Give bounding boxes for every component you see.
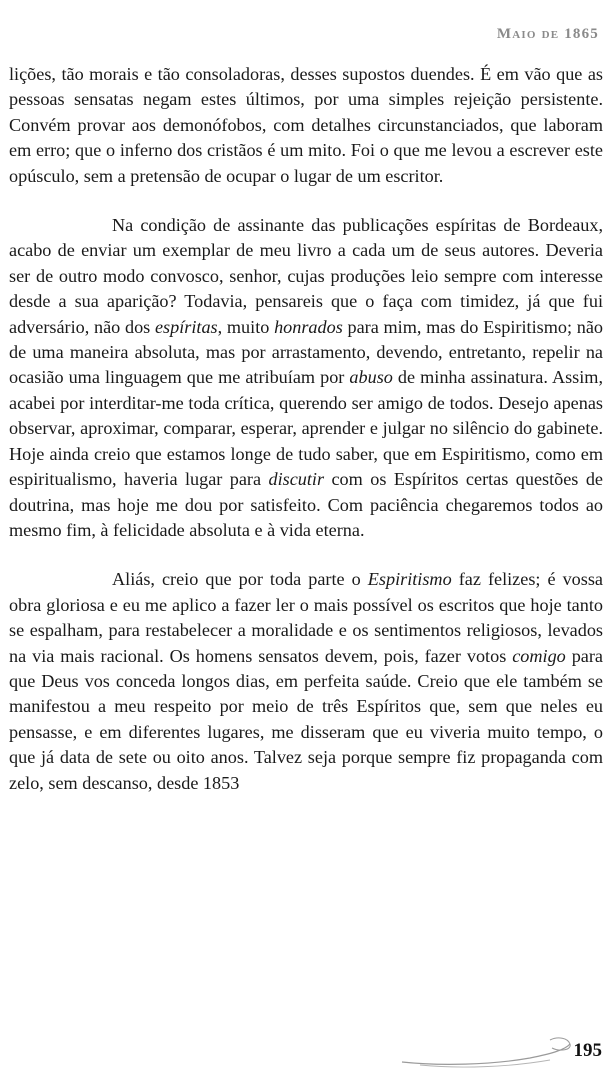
paragraph-2-text: de minha assinatura. Assim, acabei por interditar-me toda crítica, querendo ser amigo de todos. Desejo apenas observar, aproximar, comparar, esperar, aprender e julgar no silêncio do gabinete. Hoje ainda creio que estamos longe de tudo saber, que em Espiritismo, como em espiritualismo, haveria lugar para [9, 367, 603, 490]
italic-word: comigo [512, 645, 566, 666]
italic-word: Espiritismo [367, 569, 452, 590]
paragraph-2-text: , muito [217, 316, 275, 337]
paragraph-2 [9, 213, 603, 543]
paragraph-1-text: lições, tão morais e tão consoladoras, desses supostos duendes. É em vão que as pessoas sensatas negam estes últimos, por uma simples rejeição persistente. Convém provar aos demonófobos, com detalhes circunstanciados, que laboram em erro; que o inferno dos cristãos é um mito. Foi o que me levou a escrever este opúsculo, sem a pretensão de ocupar o lugar de um escritor. [9, 64, 603, 186]
page-ornament-swirl-icon [400, 1032, 575, 1072]
italic-word: abuso [349, 367, 393, 388]
italic-word: espíritas [154, 316, 218, 337]
paragraph-3-text: Aliás, creio que por toda parte o [112, 569, 368, 590]
paragraph-3-text: faz felizes; é vossa obra gloriosa e eu me aplico a fazer ler o mais possível os escritos que hoje tanto se espalham, para restabelecer a moralidade e os sentimentos religiosos, levados na via mais racional. Os homens sensatos devem, pois, fazer votos [9, 569, 604, 666]
paragraph-2-text: com os Espíritos certas questões de doutrina, mas hoje me dou por satisfeito. Com paciência chegaremos todos ao mesmo fim, à felicidade absoluta e à vida eterna. [9, 469, 603, 540]
running-head: Maio de 1865 [496, 26, 599, 42]
paragraph-3 [9, 567, 603, 796]
paragraph-3-text: para que Deus vos conceda longos dias, em perfeita saúde. Creio que ele também se manifestou a meu respeito por meio de três Espíritos que, sem que neles eu pensasse, e em diferentes lugares, me disseram que eu viveria muito tempo, o que já data de sete ou oito anos. Talvez seja porque sempre fiz propaganda com zelo, sem descanso, desde 1853 [9, 645, 603, 793]
page-number: 195 [573, 1040, 602, 1061]
page-body [9, 62, 603, 796]
paragraph-1 [9, 62, 603, 189]
paragraph-2-text: Na condição de assinante das publicações espíritas de Bordeaux, acabo de enviar um exemplar de meu livro a cada um de seus autores. Deveria ser de outro modo convosco, senhor, cujas produções leio sempre com interesse desde a sua aparição? Todavia, pensareis que o faça com timidez, já que fui adversário, não dos [9, 215, 603, 337]
italic-word: honrados [274, 316, 343, 337]
paragraph-2-text: para mim, mas do Espiritismo; não de uma maneira absoluta, mas por arrastamento, devendo, entretanto, repelir na ocasião uma linguagem que me atribuíam por [9, 316, 603, 388]
italic-word: discutir [268, 469, 325, 490]
